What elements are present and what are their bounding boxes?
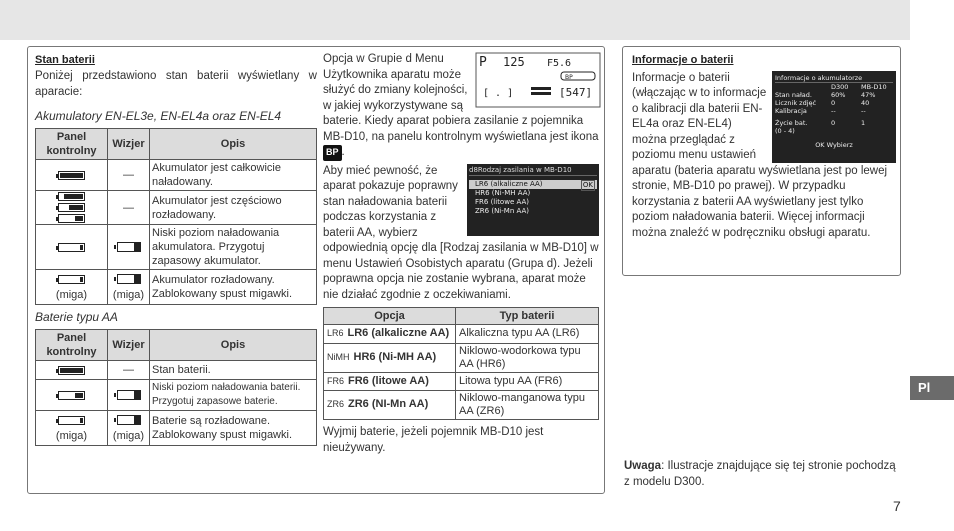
col-header: Panel kontrolny bbox=[36, 129, 108, 160]
screen-row: Życie bat. 0 1 bbox=[775, 118, 866, 127]
lcd-aperture: F5.6 bbox=[547, 58, 572, 69]
battery-high-icon bbox=[58, 192, 85, 201]
battery-table-2 bbox=[35, 329, 317, 446]
control-panel-lcd-illustration bbox=[475, 52, 601, 108]
viewfinder-cell: — bbox=[108, 160, 150, 191]
col-header: Opis bbox=[150, 330, 317, 361]
battery-low-mid-icon bbox=[58, 391, 85, 400]
col-header: Opcja bbox=[324, 308, 456, 325]
col-header: Opis bbox=[150, 129, 317, 160]
battery-type: Alkaliczna typu AA (LR6) bbox=[456, 325, 599, 344]
paragraph-2: Aby mieć pewność, że aparat pokazuje poprawny stan naładowania baterii podczas korzystania z baterii AA, wybierz odpowiednią opcję dla [Rodzaj zasilania w MB-D10] w menu Ustawień Osobistych aparatu (Grupa d). Jeżeli poprawna opcja nie zostanie wybrana, aparat może nie działać zgodnie z oczekiwaniami. bbox=[323, 164, 599, 301]
desc-cell: Niski poziom naładowania akumulatora. Przygotuj zapasowy akumulator. bbox=[150, 225, 317, 270]
battery-mid-icon bbox=[58, 203, 85, 212]
intro-text: Poniżej przedstawiono stan baterii wyświetlany w aparacie: bbox=[35, 70, 317, 98]
note bbox=[624, 458, 902, 490]
col-header: Panel kontrolny bbox=[36, 330, 108, 361]
blink-note: (miga) bbox=[55, 430, 88, 442]
option-name: ZR6 (NI-Mn AA) bbox=[348, 398, 429, 411]
language-tab: Pl bbox=[910, 376, 954, 400]
paragraph-3: Wyjmij baterie, jeżeli pojemnik MB-D10 jest nieużywany. bbox=[323, 426, 544, 454]
note-label: Uwaga bbox=[624, 460, 662, 472]
battery-low-mid-icon bbox=[58, 214, 85, 223]
battery-type: Litowa typu AA (FR6) bbox=[456, 372, 599, 391]
menu-item-zr6[interactable]: ZR6 (Ni-Mn AA) bbox=[475, 206, 529, 215]
screen-col-a: D300 bbox=[831, 82, 849, 91]
option-name: LR6 (alkaliczne AA) bbox=[347, 327, 450, 339]
table-row bbox=[36, 411, 317, 446]
fr6-code-icon: FR6 bbox=[327, 375, 345, 386]
menu-item-fr6[interactable]: FR6 (litowe AA) bbox=[475, 197, 529, 206]
table-row bbox=[324, 391, 599, 420]
info-paragraph-b: menu ustawień aparatu (bateria aparatu wyświetlana jest po lewej stronie, MB-D10 po prawej). W przypadku korzystania z baterii AA wyświetlany jest tylko poziom naładowania baterii. Więcej informacji można znaleźć w podręczniku obsługi aparatu. bbox=[632, 149, 888, 239]
option-name: FR6 (litowe AA) bbox=[348, 374, 429, 387]
desc-cell: Akumulator jest całkowicie naładowany. bbox=[150, 160, 317, 191]
lcd-shutter: 125 bbox=[503, 55, 525, 69]
table-row bbox=[324, 343, 599, 372]
viewfinder-battery-icon bbox=[117, 274, 141, 284]
zr6-code-icon: ZR6 bbox=[327, 399, 345, 410]
lcd-mode: P bbox=[479, 55, 487, 70]
col-header: Wizjer bbox=[108, 129, 150, 160]
info-heading: Informacje o baterii bbox=[632, 54, 734, 66]
table-row bbox=[324, 372, 599, 391]
screen-title: Informacje o akumulatorze bbox=[775, 74, 893, 83]
subheading-rechargeable: Akumulatory EN-EL3e, EN-EL4a oraz EN-EL4 bbox=[35, 109, 282, 123]
desc-cell: Akumulator rozładowany. Zablokowany spust migawki. bbox=[150, 270, 317, 305]
ok-label: OK bbox=[582, 180, 593, 189]
blink-note: (miga) bbox=[112, 430, 145, 442]
table-row bbox=[324, 325, 599, 344]
left-column bbox=[35, 52, 317, 446]
screen-row: Licznik zdjęć 0 40 bbox=[775, 98, 870, 107]
table-row bbox=[36, 191, 317, 225]
battery-type: Niklowo-wodorkowa typu AA (HR6) bbox=[456, 343, 599, 372]
blink-note: (miga) bbox=[112, 289, 145, 301]
col-header: Wizjer bbox=[108, 330, 150, 361]
bp-icon-label: BP bbox=[565, 74, 573, 81]
viewfinder-cell: — bbox=[108, 191, 150, 225]
nimh-code-icon: NiMH bbox=[327, 351, 350, 362]
menu-item-lr6[interactable]: LR6 (alkaliczne AA) OK bbox=[469, 180, 597, 189]
table-row bbox=[36, 160, 317, 191]
desc-cell: Akumulator jest częściowo rozładowany. bbox=[150, 191, 317, 225]
battery-type: Niklowo-manganowa typu AA (ZR6) bbox=[456, 391, 599, 420]
lcd-count: [547] bbox=[559, 86, 593, 99]
battery-low-icon bbox=[58, 243, 85, 252]
section-heading: Stan baterii bbox=[35, 54, 95, 66]
option-name: HR6 (Ni-MH AA) bbox=[353, 350, 437, 363]
viewfinder-battery-icon bbox=[117, 390, 141, 400]
note-text: : Ilustracje znajdujące się tej stronie pochodzą z modelu D300. bbox=[624, 460, 896, 488]
middle-column: P 125 F5.6 BP [ . ] [547] Opcja w Grupie d Menu Użytkownika aparatu może służyć do zmiany kolejności, w jakiej wykorzystywane są baterie. Kiedy aparat pobiera zasilanie z pojemnika MB-D10, na panelu kontrolnym wyświetlana jest ikona BP . d8Rodzaj zasilania w MB-D10 LR6 (alkaliczne AA) OK HR6 (Ni-MH AA) FR6 (litowe AA) ZR6 (Ni-Mn AA) Aby mieć pewność, że aparat pokazuje poprawny stan naładowania baterii podczas korzystania z baterii AA, wybierz odpowiednią opcję dla [Rodzaj zasilania w MB-D10] w menu Ustawień Osobistych aparatu (Grupa d). Jeżeli poprawna opcja nie zostanie wybrana, aparat może nie działać zgodnie z oczekiwaniami. Opcja Typ baterii LR6 LR6 (alkaliczne AA) Alkaliczna typu AA (LR6) NiMH HR6 (Ni-MH AA) Niklowo-wodorkowa typu AA (HR6) FR6 FR6 (litowe AA) Litowa typu AA (FR6) ZR6 ZR6 (NI-Mn AA) Niklowo-manganowa typu AA (ZR6) Wyjmij baterie, jeżeli pojemnik MB-D10 jest nieużywany. bbox=[323, 52, 599, 456]
screen-footer: OK Wybierz bbox=[815, 140, 853, 149]
screen-row: Stan naład. 60% 47% bbox=[775, 90, 876, 99]
battery-empty-icon bbox=[58, 416, 85, 425]
desc-cell: Baterie są rozładowane. Zablokowany spust migawki. bbox=[150, 411, 317, 446]
viewfinder-cell: — bbox=[108, 361, 150, 380]
lr6-code-icon: LR6 bbox=[327, 328, 344, 338]
menu-item-hr6[interactable]: HR6 (Ni-MH AA) bbox=[475, 188, 531, 197]
battery-full-icon bbox=[58, 171, 85, 180]
menu-title: d8Rodzaj zasilania w MB-D10 bbox=[469, 166, 597, 176]
right-column bbox=[632, 53, 896, 241]
desc-cell: Niski poziom naładowania baterii. Przygotuj zapasowe baterie. bbox=[150, 380, 317, 411]
viewfinder-battery-icon bbox=[117, 415, 141, 425]
menu-screenshot bbox=[467, 164, 599, 236]
table-row bbox=[36, 380, 317, 411]
header-bar bbox=[0, 0, 910, 40]
battery-info-screen bbox=[772, 71, 896, 163]
screen-row: Kalibracja -- -- bbox=[775, 106, 866, 115]
bp-icon: BP bbox=[323, 145, 342, 161]
paragraph-1: Opcja w Grupie d Menu Użytkownika aparatu może służyć do zmiany kolejności, w jakiej wykorzystywane są baterie. Kiedy aparat pobiera zasilanie z pojemnika MB-D10, na panelu kontrolnym wyświetlana jest ikona bbox=[323, 53, 599, 143]
subheading-aa: Baterie typu AA bbox=[35, 310, 118, 324]
table-row bbox=[36, 361, 317, 380]
page-number: 7 bbox=[893, 498, 901, 514]
battery-table-1 bbox=[35, 128, 317, 305]
blink-note: (miga) bbox=[55, 289, 88, 301]
battery-full-icon bbox=[58, 366, 85, 375]
screen-row: (0 - 4) bbox=[775, 126, 795, 135]
table-row bbox=[36, 270, 317, 305]
col-header: Typ baterii bbox=[456, 308, 599, 325]
info-paragraph-a: Informacje o baterii (włączając w to informacje o kalibracji dla baterii EN-EL4a oraz EN-EL4) można przeglądać z poziomu bbox=[632, 71, 767, 161]
lcd-bracket: [ . ] bbox=[483, 88, 514, 99]
desc-cell: Stan baterii. bbox=[150, 361, 317, 380]
screen-col-b: MB-D10 bbox=[861, 82, 887, 91]
viewfinder-battery-icon bbox=[117, 242, 141, 252]
option-table bbox=[323, 307, 599, 420]
battery-empty-icon bbox=[58, 275, 85, 284]
table-row bbox=[36, 225, 317, 270]
